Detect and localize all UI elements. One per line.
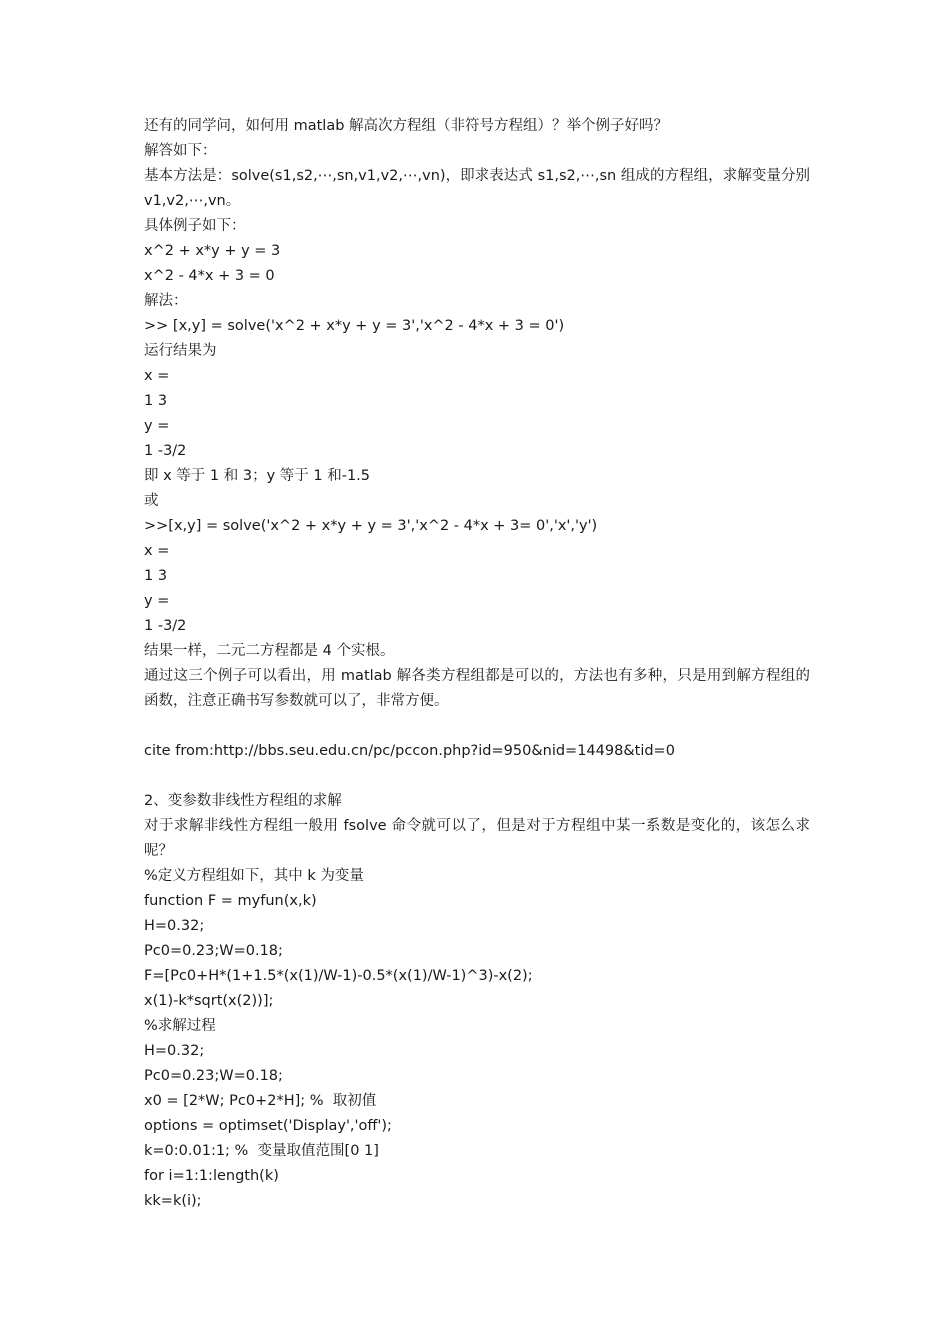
solve-command-2: >>[x,y] = solve('x^2 + x*y + y = 3','x^2 - 4*x + 3= 0','x','y')	[144, 518, 598, 534]
answer-intro: 解答如下：	[144, 143, 217, 159]
code-line: %定义方程组如下，其中 k 为变量	[144, 868, 364, 884]
solution-label: 解法：	[144, 293, 188, 309]
code-line: Pc0=0.23;W=0.18;	[144, 1068, 283, 1084]
y-output-label-2: y =	[144, 593, 170, 609]
y-output-label-1: y =	[144, 418, 170, 434]
code-line: kk=k(i);	[144, 1193, 202, 1209]
solve-command-1: >> [x,y] = solve('x^2 + x*y + y = 3','x^2 - 4*x + 3 = 0')	[144, 318, 565, 334]
result-label: 运行结果为	[144, 343, 217, 359]
document-body	[144, 114, 810, 1214]
code-line: H=0.32;	[144, 918, 205, 934]
or-label: 或	[144, 493, 159, 509]
y-output-value-2: 1 -3/2	[144, 618, 187, 634]
method-paragraph: 基本方法是：solve(s1,s2,⋯,sn,v1,v2,⋯,vn)，即求表达式 s1,s2,⋯,sn 组成的方程组，求解变量分别 v1,v2,⋯,vn。	[144, 168, 810, 209]
x-output-label-2: x =	[144, 543, 170, 559]
equation-2: x^2 - 4*x + 3 = 0	[144, 268, 275, 284]
x-output-value-2: 1 3	[144, 568, 168, 584]
summary-paragraph: 通过这三个例子可以看出，用 matlab 解各类方程组都是可以的，方法也有多种，只是用到解方程组的函数，注意正确书写参数就可以了，非常方便。	[144, 668, 810, 709]
blank-line	[144, 714, 810, 739]
conclusion-1: 即 x 等于 1 和 3；y 等于 1 和-1.5	[144, 468, 371, 484]
same-result-text: 结果一样，二元二方程都是 4 个实根。	[144, 643, 395, 659]
equation-1: x^2 + x*y + y = 3	[144, 243, 281, 259]
cite-link[interactable]: cite from:http://bbs.seu.edu.cn/pc/pccon.php?id=950&nid=14498&tid=0	[144, 743, 675, 759]
x-output-label-1: x =	[144, 368, 170, 384]
code-line: x0 = [2*W; Pc0+2*H]; % 取初值	[144, 1093, 377, 1109]
code-line: %求解过程	[144, 1018, 216, 1034]
code-line: H=0.32;	[144, 1043, 205, 1059]
code-line: function F = myfun(x,k)	[144, 893, 317, 909]
code-line: for i=1:1:length(k)	[144, 1168, 279, 1184]
section-2-intro: 对于求解非线性方程组一般用 fsolve 命令就可以了，但是对于方程组中某一系数是变化的，该怎么求呢？	[144, 818, 810, 859]
y-output-value-1: 1 -3/2	[144, 443, 187, 459]
x-output-value-1: 1 3	[144, 393, 168, 409]
question-text: 还有的同学问，如何用 matlab 解高次方程组（非符号方程组）？举个例子好吗？	[144, 118, 669, 134]
code-line: F=[Pc0+H*(1+1.5*(x(1)/W-1)-0.5*(x(1)/W-1)^3)-x(2);	[144, 968, 533, 984]
code-line: options = optimset('Display','off');	[144, 1118, 392, 1134]
section-2-heading: 2、变参数非线性方程组的求解	[144, 793, 342, 809]
blank-line	[144, 764, 810, 789]
code-line: k=0:0.01:1; % 变量取值范围[0 1]	[144, 1143, 379, 1159]
example-intro: 具体例子如下：	[144, 218, 246, 234]
code-line: x(1)-k*sqrt(x(2))];	[144, 993, 274, 1009]
code-line: Pc0=0.23;W=0.18;	[144, 943, 283, 959]
